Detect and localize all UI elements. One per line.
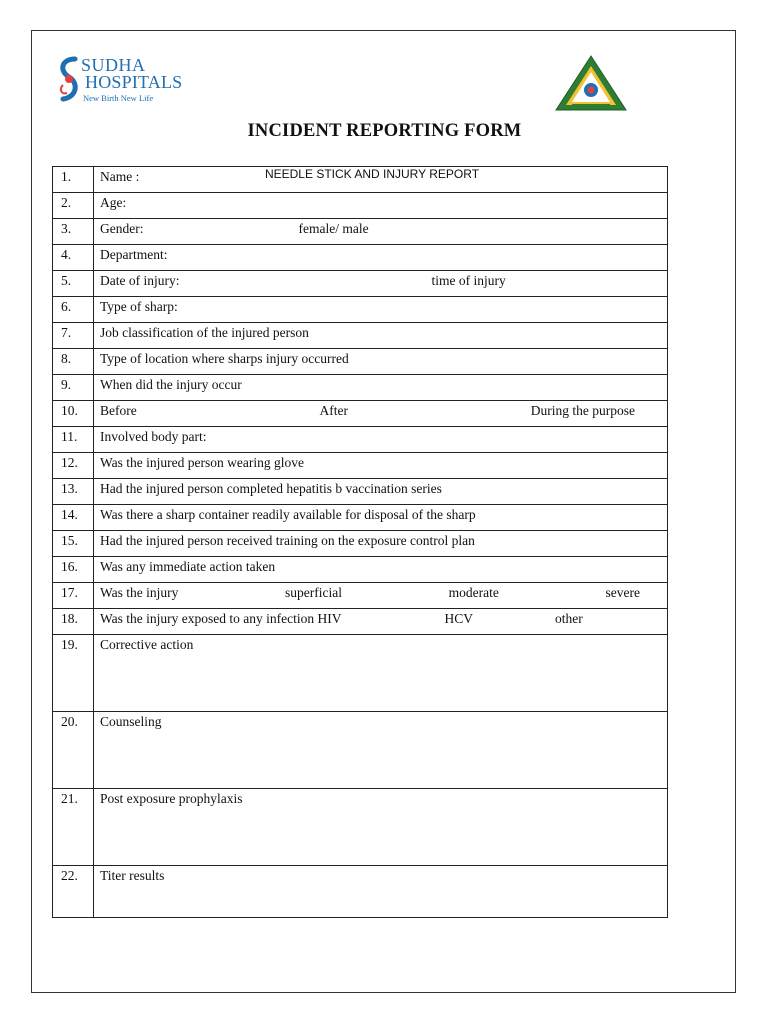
row-label: Age: — [100, 195, 127, 210]
row-field[interactable] — [94, 635, 668, 712]
row-number: 14. — [53, 505, 94, 531]
row-label: Corrective action — [100, 637, 194, 652]
row-number: 6. — [53, 297, 94, 323]
incident-form-table — [52, 166, 668, 918]
row-field[interactable] — [94, 609, 668, 635]
row-field[interactable] — [94, 349, 668, 375]
row-option[interactable]: other — [555, 611, 583, 626]
row-number: 10. — [53, 401, 94, 427]
row-label: Job classification of the injured person — [100, 325, 309, 340]
form-row — [53, 349, 668, 375]
row-number: 13. — [53, 479, 94, 505]
form-title: INCIDENT REPORTING FORM — [247, 121, 522, 141]
row-field[interactable] — [94, 505, 668, 531]
form-row — [53, 479, 668, 505]
form-row — [53, 323, 668, 349]
row-field[interactable] — [94, 479, 668, 505]
row-field[interactable] — [94, 557, 668, 583]
row-number: 7. — [53, 323, 94, 349]
form-row — [53, 531, 668, 557]
row-label: Post exposure prophylaxis — [100, 791, 243, 806]
form-row — [53, 866, 668, 918]
row-label: Titer results — [100, 868, 165, 883]
form-row — [53, 271, 668, 297]
row-option[interactable]: female/ male — [298, 221, 369, 236]
brand-name-line2: HOSPITALS — [85, 72, 183, 92]
row-number: 9. — [53, 375, 94, 401]
row-options — [100, 583, 640, 602]
row-field[interactable] — [94, 401, 668, 427]
row-number: 11. — [53, 427, 94, 453]
row-number: 20. — [53, 712, 94, 789]
form-row — [53, 193, 668, 219]
row-field[interactable] — [94, 866, 668, 918]
row-label: Name : — [100, 169, 140, 184]
row-field[interactable] — [94, 245, 668, 271]
form-row — [53, 505, 668, 531]
row-number: 4. — [53, 245, 94, 271]
brand-tagline: New Birth New Life — [83, 93, 154, 103]
form-row — [53, 789, 668, 866]
row-option[interactable]: During the purpose — [530, 403, 635, 418]
row-number: 2. — [53, 193, 94, 219]
row-number: 21. — [53, 789, 94, 866]
row-label: Date of injury: — [100, 273, 180, 288]
row-number: 5. — [53, 271, 94, 297]
row-label: Type of sharp: — [100, 299, 178, 314]
row-option[interactable]: HCV — [444, 611, 473, 626]
row-number: 1. — [53, 167, 94, 193]
form-row — [53, 635, 668, 712]
row-number: 15. — [53, 531, 94, 557]
form-row — [53, 427, 668, 453]
accreditation-seal — [554, 54, 628, 112]
form-row — [53, 712, 668, 789]
row-field[interactable] — [94, 167, 668, 193]
row-label: Was there a sharp container readily available for disposal of the sharp — [100, 507, 476, 522]
row-field[interactable] — [94, 297, 668, 323]
form-row — [53, 167, 668, 193]
row-label: Was the injury exposed to any infection HIV — [100, 611, 342, 626]
form-row — [53, 453, 668, 479]
row-label: Counseling — [100, 714, 162, 729]
row-label: Had the injured person completed hepatitis b vaccination series — [100, 481, 442, 496]
row-option[interactable]: After — [319, 403, 348, 418]
row-label: Type of location where sharps injury occurred — [100, 351, 349, 366]
accreditation-seal-icon — [554, 54, 628, 112]
row-field[interactable] — [94, 712, 668, 789]
row-field[interactable] — [94, 453, 668, 479]
row-number: 22. — [53, 866, 94, 918]
row-label: When did the injury occur — [100, 377, 242, 392]
hospital-logo — [55, 55, 183, 107]
row-field[interactable] — [94, 271, 668, 297]
row-field[interactable] — [94, 789, 668, 866]
row-option[interactable]: moderate — [448, 585, 499, 600]
row-number: 12. — [53, 453, 94, 479]
row-field[interactable] — [94, 427, 668, 453]
row-label: Was any immediate action taken — [100, 559, 276, 574]
row-label: Department: — [100, 247, 168, 262]
form-row — [53, 401, 668, 427]
row-number: 18. — [53, 609, 94, 635]
form-row — [53, 609, 668, 635]
row-number: 16. — [53, 557, 94, 583]
row-number: 8. — [53, 349, 94, 375]
form-row — [53, 297, 668, 323]
row-label: Involved body part: — [100, 429, 207, 444]
form-row — [53, 245, 668, 271]
form-row — [53, 583, 668, 609]
row-field[interactable] — [94, 375, 668, 401]
row-options — [100, 401, 635, 420]
row-field[interactable] — [94, 219, 668, 245]
row-number: 3. — [53, 219, 94, 245]
row-label: Before — [100, 403, 137, 418]
form-row — [53, 557, 668, 583]
row-option[interactable]: severe — [605, 585, 640, 600]
form-subtitle: NEEDLE STICK AND INJURY REPORT — [264, 167, 480, 181]
brand-name-line1: SUDHA — [81, 55, 146, 75]
row-option[interactable]: superficial — [285, 585, 343, 600]
row-field[interactable] — [94, 583, 668, 609]
row-field[interactable] — [94, 193, 668, 219]
row-label: Was the injured person wearing glove — [100, 455, 304, 470]
form-row — [53, 375, 668, 401]
row-label: Gender: — [100, 221, 144, 236]
row-label: Had the injured person received training on the exposure control plan — [100, 533, 475, 548]
row-number: 17. — [53, 583, 94, 609]
row-label: Was the injury — [100, 585, 179, 600]
row-field[interactable] — [94, 323, 668, 349]
row-number: 19. — [53, 635, 94, 712]
row-option[interactable]: time of injury — [431, 273, 506, 288]
row-field[interactable] — [94, 531, 668, 557]
form-row — [53, 219, 668, 245]
